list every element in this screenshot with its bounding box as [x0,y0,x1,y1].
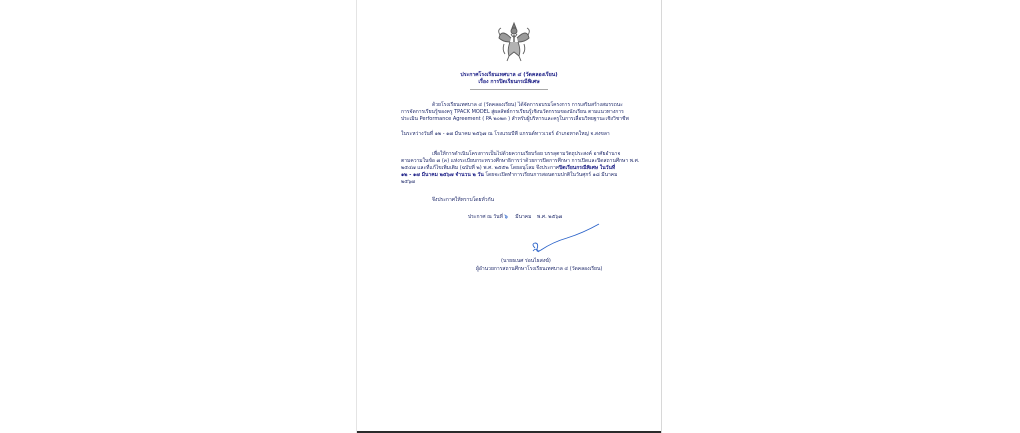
date-month: มีนาคม [515,214,532,220]
paragraph-1-line-1: ด้วยโรงเรียนเทศบาล ๔ (วัดคลองเรียน) ได้จัดการอบรมโครงการ การเสริมสร้างสมรรถนะ [432,102,623,108]
paragraph-2-line-5: ๒๕๖๗ [401,179,416,185]
title-divider [470,89,548,90]
paragraph-1-line-2: การจัดการเรียนรู้ของครู TPACK MODEL สู่ผลลัพธ์การเรียนรู้เชิงนวัตกรรมของนักเรียน ตามแนวทางการ [401,109,624,115]
paragraph-2-line-4 [401,172,617,178]
garuda-emblem [495,20,533,64]
paragraph-2-line-1: เพื่อให้การดำเนินโครงการเป็นไปด้วยความเรียบร้อย บรรลุตามวัตถุประสงค์ อาศัยอำนาจ [432,151,621,157]
paragraph-2-line-3-text: ๒๕๔๗ และที่แก้ไขเพิ่มเติม (ฉบับที่ ๒) พ.ศ. ๒๕๕๒ โดยอนุโลม จึงประกาศ [401,165,560,171]
paragraph-1-line-3: ประเมิน Performance Agreement ( PA ๒๐๒๓ ) สำหรับผู้บริหารและครูในการเลื่อนวิทยฐานะเชิงวิชาชีพ [401,116,629,122]
date-day: ๖ [504,214,508,220]
paragraph-2-line-3 [401,165,615,171]
signer-name: (นายธเนศ ร่อนไธสงฆ์) [501,258,551,264]
closure-dates-bold: ๑๒ - ๑๗ มีนาคม ๒๕๖๗ จำนวน ๒ วัน [401,172,484,178]
date-line [468,214,562,220]
announcement-title: ประกาศโรงเรียนเทศบาล ๔ (วัดคลองเรียน) [460,72,558,78]
paragraph-2-line-3-bold: ปิดเรียนกรณีพิเศษ ในวันที่ [559,165,616,171]
date-year: พ.ศ. ๒๕๖๗ [537,214,563,220]
closing-statement: จึงประกาศให้ทราบโดยทั่วกัน [432,197,495,203]
paragraph-2-line-4-rest: โดยจะเปิดทำการเรียนการสอนตามปกติในวันศุกร์ ๑๘ มีนาคม [483,172,618,178]
signature [527,222,607,256]
announcement-subject: เรื่อง การปิดเรียนกรณีพิเศษ [478,79,540,85]
date-prefix: ประกาศ ณ วันที่ [468,214,503,220]
document-page [357,0,661,433]
paragraph-2-line-2: ตามความในข้อ ๗ (๓) แห่งระเบียบกระทรวงศึกษาธิการว่าด้วยการปิดการศึกษา การเปิดและปิดสถานศึกษา พ.ศ. [401,158,640,164]
signer-position: ผู้อำนวยการสถานศึกษาโรงเรียนเทศบาล ๔ (วัดคลองเรียน) [476,266,603,272]
paragraph-1-line-4: ในระหว่างวันที่ ๑๒ - ๑๗ มีนาคม ๒๕๖๗ ณ โรงแรมบีพี แกรนด์ทาวเวอร์ อำเภอหาดใหญ่ จ.สงขลา [401,131,610,137]
